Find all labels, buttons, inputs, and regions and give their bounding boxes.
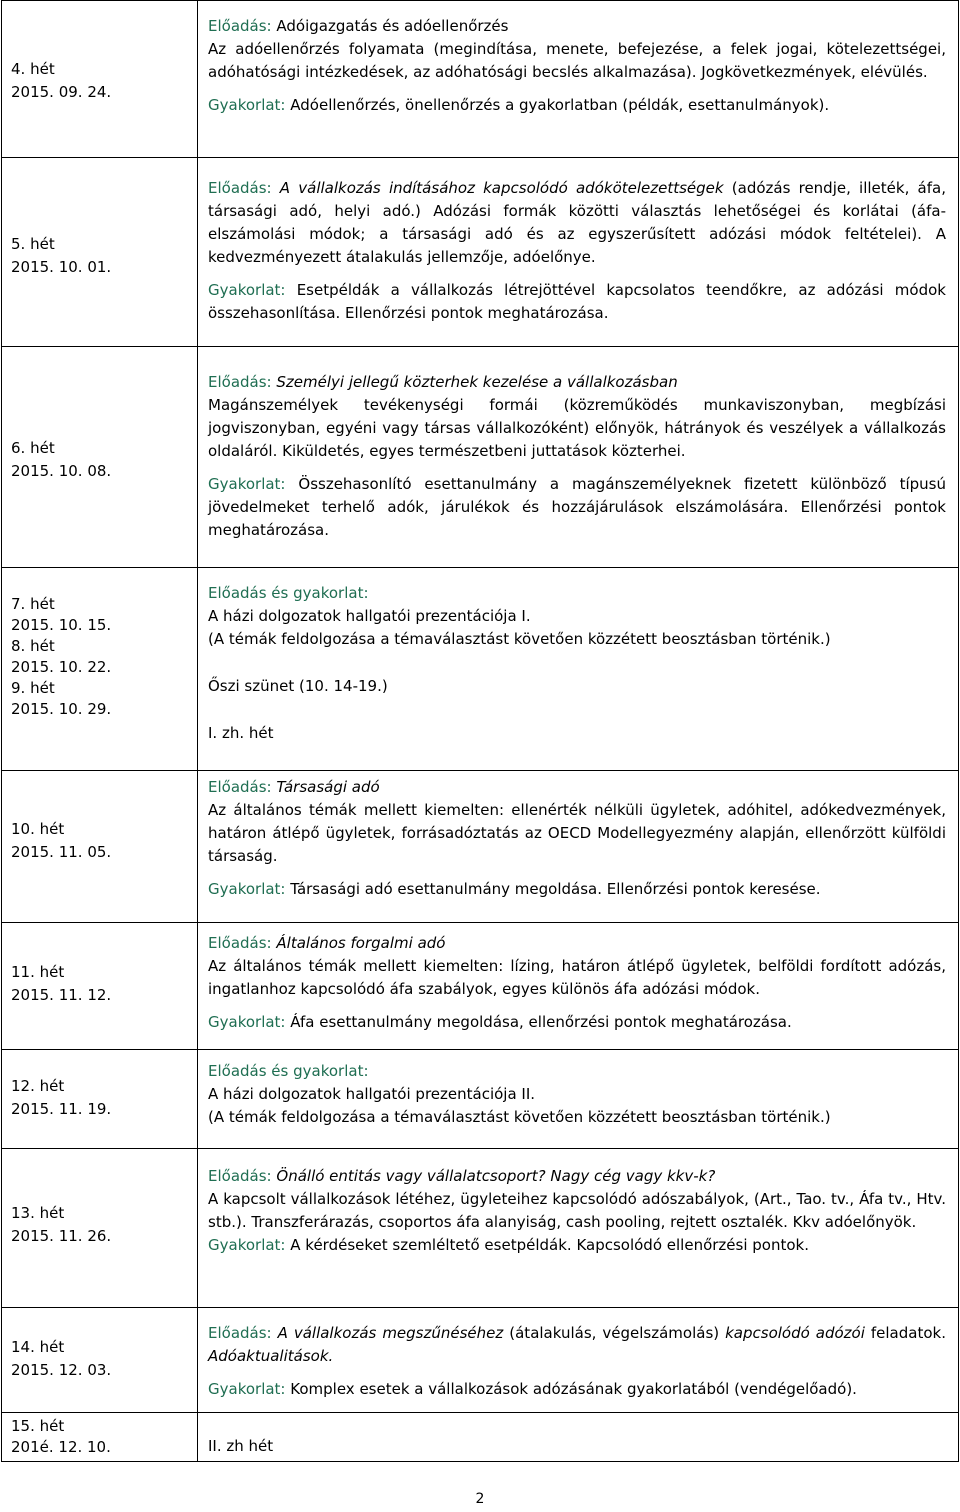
lecture-text: feladatok. [870, 1324, 946, 1342]
practice-text: Esetpéldák a vállalkozás létrejöttével kapcsolatos teendőkre, az adózási módok összehasonlítása. Ellenőrzési pontok meghatározása. [208, 281, 946, 322]
practice-label: Gyakorlat: [208, 475, 286, 493]
lecture-title: Általános forgalmi adó [276, 934, 446, 952]
practice-paragraph [208, 473, 946, 542]
page-number: 2 [475, 1491, 485, 1507]
practice-paragraph [208, 1378, 946, 1401]
topic-cell [208, 1165, 946, 1257]
week-cell [11, 233, 186, 279]
lecture-label: Előadás: [208, 934, 272, 952]
practice-paragraph [208, 279, 946, 325]
week-cell [11, 1202, 186, 1248]
week-cell [11, 58, 186, 104]
lecture-label: Előadás: [208, 1324, 272, 1342]
week-cell [11, 437, 186, 483]
presentation-note: (A témák feldolgozása a témaválasztást követően közzétett beosztásban történik.) [208, 630, 831, 648]
practice-label: Gyakorlat: [208, 1236, 286, 1254]
week-label: 10. hét [11, 820, 65, 838]
week-date: 2015. 10. 29. [11, 700, 112, 718]
week-label: 8. hét [11, 637, 55, 655]
combined-label: Előadás és gyakorlat: [208, 584, 369, 602]
week-date: 2015. 10. 15. [11, 616, 112, 634]
lecture-label: Előadás: [208, 179, 272, 197]
practice-paragraph [208, 1234, 946, 1257]
lecture-text: (adózás rendje, illeték, áfa, társasági adó, helyi adó.) Adózási formák közötti választás lehetőségei és korlátai (áfa-elszámolási módok; a társasági adó és az egyszerűsített adózási módok feltételei). A kedvezményezett átalakulás jellemzője, adóelőnye. [208, 179, 946, 266]
week-cell [11, 1075, 186, 1121]
practice-text: A kérdéseket szemléltető esetpéldák. Kapcsolódó ellenőrzési pontok. [290, 1236, 809, 1254]
week-label: 9. hét [11, 679, 55, 697]
topic-cell [208, 177, 946, 325]
lecture-title: Adóaktualitások. [208, 1347, 334, 1365]
practice-text: Összehasonlító esettanulmány a magánszemélyeknek fizetett különböző típusú jövedelmeket terhelő adók, járulékok és hozzájárulások elszámolására. Ellenőrzési pontok meghatározása. [208, 475, 946, 539]
week-cell [11, 818, 186, 864]
lecture-paragraph [208, 932, 946, 1001]
practice-label: Gyakorlat: [208, 281, 286, 299]
practice-text: Áfa esettanulmány megoldása, ellenőrzési pontok meghatározása. [290, 1013, 792, 1031]
week-date: 2015. 10. 01. [11, 258, 112, 276]
week-label: 11. hét [11, 963, 65, 981]
week-label: 4. hét [11, 60, 55, 78]
practice-label: Gyakorlat: [208, 1380, 286, 1398]
week-date: 201é. 12. 10. [11, 1438, 111, 1456]
week-cell [11, 1416, 186, 1458]
lecture-paragraph [208, 371, 946, 463]
lecture-title: A vállalkozás indításához kapcsolódó adókötelezettségek [279, 179, 724, 197]
lecture-text: (átalakulás, végelszámolás) [509, 1324, 720, 1342]
lecture-label: Előadás: [208, 17, 272, 35]
presentation-line: A házi dolgozatok hallgatói prezentációja I. [208, 607, 531, 625]
week-cell [11, 594, 186, 720]
row-divider [1, 922, 959, 923]
row-divider [1, 770, 959, 771]
week-date: 2015. 09. 24. [11, 83, 112, 101]
topic-cell [208, 15, 946, 117]
table-border-left [1, 0, 2, 1462]
row-divider [1, 1412, 959, 1413]
week-date: 2015. 12. 03. [11, 1361, 112, 1379]
lecture-paragraph [208, 1322, 946, 1368]
lecture-paragraph [208, 776, 946, 868]
week-label: 5. hét [11, 235, 55, 253]
lecture-paragraph [208, 15, 946, 84]
topic-cell [208, 1060, 946, 1129]
lecture-text: Az általános témák mellett kiemelten: ellenérték nélküli ügyletek, adóhitel, adókedvezmények, határon átlépő ügyletek, forrásadóztatás az OECD Modellegyezmény alapján, ellenőrzött külföldi társaság. [208, 801, 946, 865]
lecture-label: Előadás: [208, 373, 272, 391]
week-date: 2015. 11. 12. [11, 986, 112, 1004]
week-date: 2015. 11. 19. [11, 1100, 112, 1118]
lecture-title: A vállalkozás megszűnéséhez [277, 1324, 504, 1342]
week-label: 13. hét [11, 1204, 65, 1222]
lecture-title: Társasági adó [276, 778, 380, 796]
practice-label: Gyakorlat: [208, 1013, 286, 1031]
presentation-line: A házi dolgozatok hallgatói prezentációja II. [208, 1085, 536, 1103]
lecture-title: Önálló entitás vagy vállalatcsoport? Nagy cég vagy kkv-k? [276, 1167, 716, 1185]
table-border-right [958, 0, 959, 1462]
row-divider [1, 567, 959, 568]
row-divider [1, 0, 959, 1]
week-date: 2015. 10. 22. [11, 658, 112, 676]
lecture-label: Előadás: [208, 1167, 272, 1185]
practice-paragraph [208, 1011, 946, 1034]
row-divider [1, 157, 959, 158]
lecture-title: kapcsolódó adózói [725, 1324, 865, 1342]
practice-text: Komplex esetek a vállalkozások adózásának gyakorlatából (vendégelőadó). [290, 1380, 857, 1398]
break-note: Őszi szünet (10. 14-19.) [208, 677, 388, 695]
topic-cell [208, 932, 946, 1034]
week-date: 2015. 11. 05. [11, 843, 112, 861]
topic-cell [208, 776, 946, 901]
row-divider [1, 1049, 959, 1050]
lecture-paragraph [208, 177, 946, 269]
lecture-text: A kapcsolt vállalkozások létéhez, ügyleteihez kapcsolódó adószabályok, (Art., Tao. tv., Áfa tv., Htv. stb.). Transzferárazás, csoportos áfa alanyiság, cash pooling, rejtett osztalék. Kkv adóelőnyök. [208, 1190, 946, 1231]
topic-cell [208, 1322, 946, 1401]
exam-week: II. zh hét [208, 1437, 274, 1455]
presentation-note: (A témák feldolgozása a témaválasztást követően közzétett beosztásban történik.) [208, 1108, 831, 1126]
row-divider [1, 346, 959, 347]
row-divider [1, 1307, 959, 1308]
lecture-text: Az adóellenőrzés folyamata (megindítása, menete, befejezése, a felek jogai, kötelezettségei, adóhatósági intézkedések, az adóhatósági becslés alkalmazása). Jogkövetkezmények, elévülés. [208, 40, 946, 81]
week-cell [11, 1336, 186, 1382]
lecture-text: Az általános témák mellett kiemelten: lízing, határon átlépő ügyletek, belföldi fordított adózás, ingatlanhoz kapcsolódó áfa szabályok, egyes különös áfa adózási módok. [208, 957, 946, 998]
practice-paragraph [208, 94, 946, 117]
week-label: 6. hét [11, 439, 55, 457]
practice-text: Társasági adó esettanulmány megoldása. Ellenőrzési pontok keresése. [290, 880, 821, 898]
lecture-title: Személyi jellegű közterhek kezelése a vállalkozásban [276, 373, 678, 391]
combined-label: Előadás és gyakorlat: [208, 1062, 369, 1080]
week-label: 12. hét [11, 1077, 65, 1095]
row-divider [1, 1148, 959, 1149]
week-cell [11, 961, 186, 1007]
practice-paragraph [208, 878, 946, 901]
week-date: 2015. 10. 08. [11, 462, 112, 480]
practice-label: Gyakorlat: [208, 880, 286, 898]
week-date: 2015. 11. 26. [11, 1227, 112, 1245]
table-border-middle [197, 0, 198, 1462]
week-label: 14. hét [11, 1338, 65, 1356]
lecture-label: Előadás: [208, 778, 272, 796]
practice-label: Gyakorlat: [208, 96, 286, 114]
exam-week: I. zh. hét [208, 724, 274, 742]
row-divider [1, 1461, 959, 1462]
week-label: 15. hét [11, 1417, 65, 1435]
topic-cell [208, 582, 946, 745]
lecture-text: Magánszemélyek tevékenységi formái (közreműködés munkaviszonyban, megbízási jogviszonyban, egyéni vagy társas vállalkozóként) előnyök, hátrányok és veszélyek a vállalkozás oldaláról. Kiküldetés, egyes természetbeni juttatások közterhei. [208, 396, 946, 460]
practice-text: Adóellenőrzés, önellenőrzés a gyakorlatban (példák, esettanulmányok). [290, 96, 830, 114]
lecture-title: Adóigazgatás és adóellenőrzés [276, 17, 509, 35]
week-label: 7. hét [11, 595, 55, 613]
topic-cell [208, 1435, 946, 1458]
lecture-paragraph [208, 1165, 946, 1234]
topic-cell [208, 371, 946, 542]
